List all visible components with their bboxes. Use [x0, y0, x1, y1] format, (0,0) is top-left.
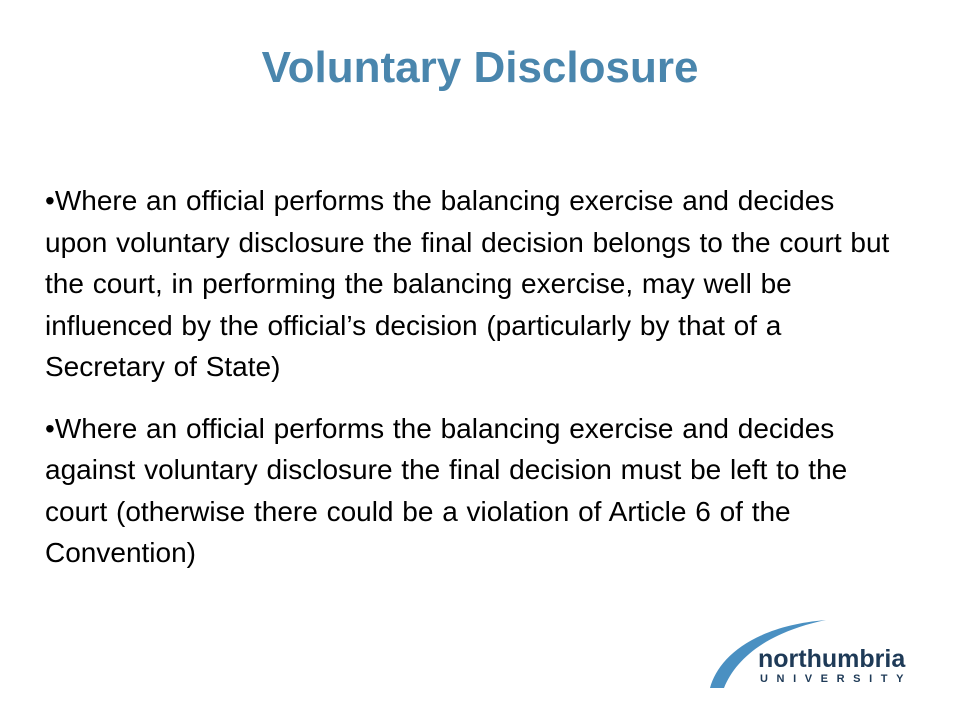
- northumbria-logo: [708, 618, 913, 690]
- logo-subtitle: UNIVERSITY: [760, 673, 913, 685]
- bullet-list: [45, 180, 895, 594]
- bullet-text: Where an official performs the balancing exercise and decides upon voluntary disclosure the final decision belongs to the court but the court, in performing the balancing exercise, may well be influenced by the official’s decision (particularly by that of a Secretary of State): [45, 185, 890, 382]
- slide-title: Voluntary Disclosure: [261, 43, 699, 92]
- bullet-item: [45, 180, 895, 388]
- bullet-item: [45, 408, 895, 574]
- logo-name: northumbria: [758, 645, 906, 673]
- bullet-marker: •: [45, 185, 55, 216]
- bullet-text: Where an official performs the balancing exercise and decides against voluntary disclosure the final decision must be left to the court (otherwise there could be a violation of Article 6 of the Convention): [45, 412, 848, 568]
- bullet-marker: •: [45, 412, 55, 444]
